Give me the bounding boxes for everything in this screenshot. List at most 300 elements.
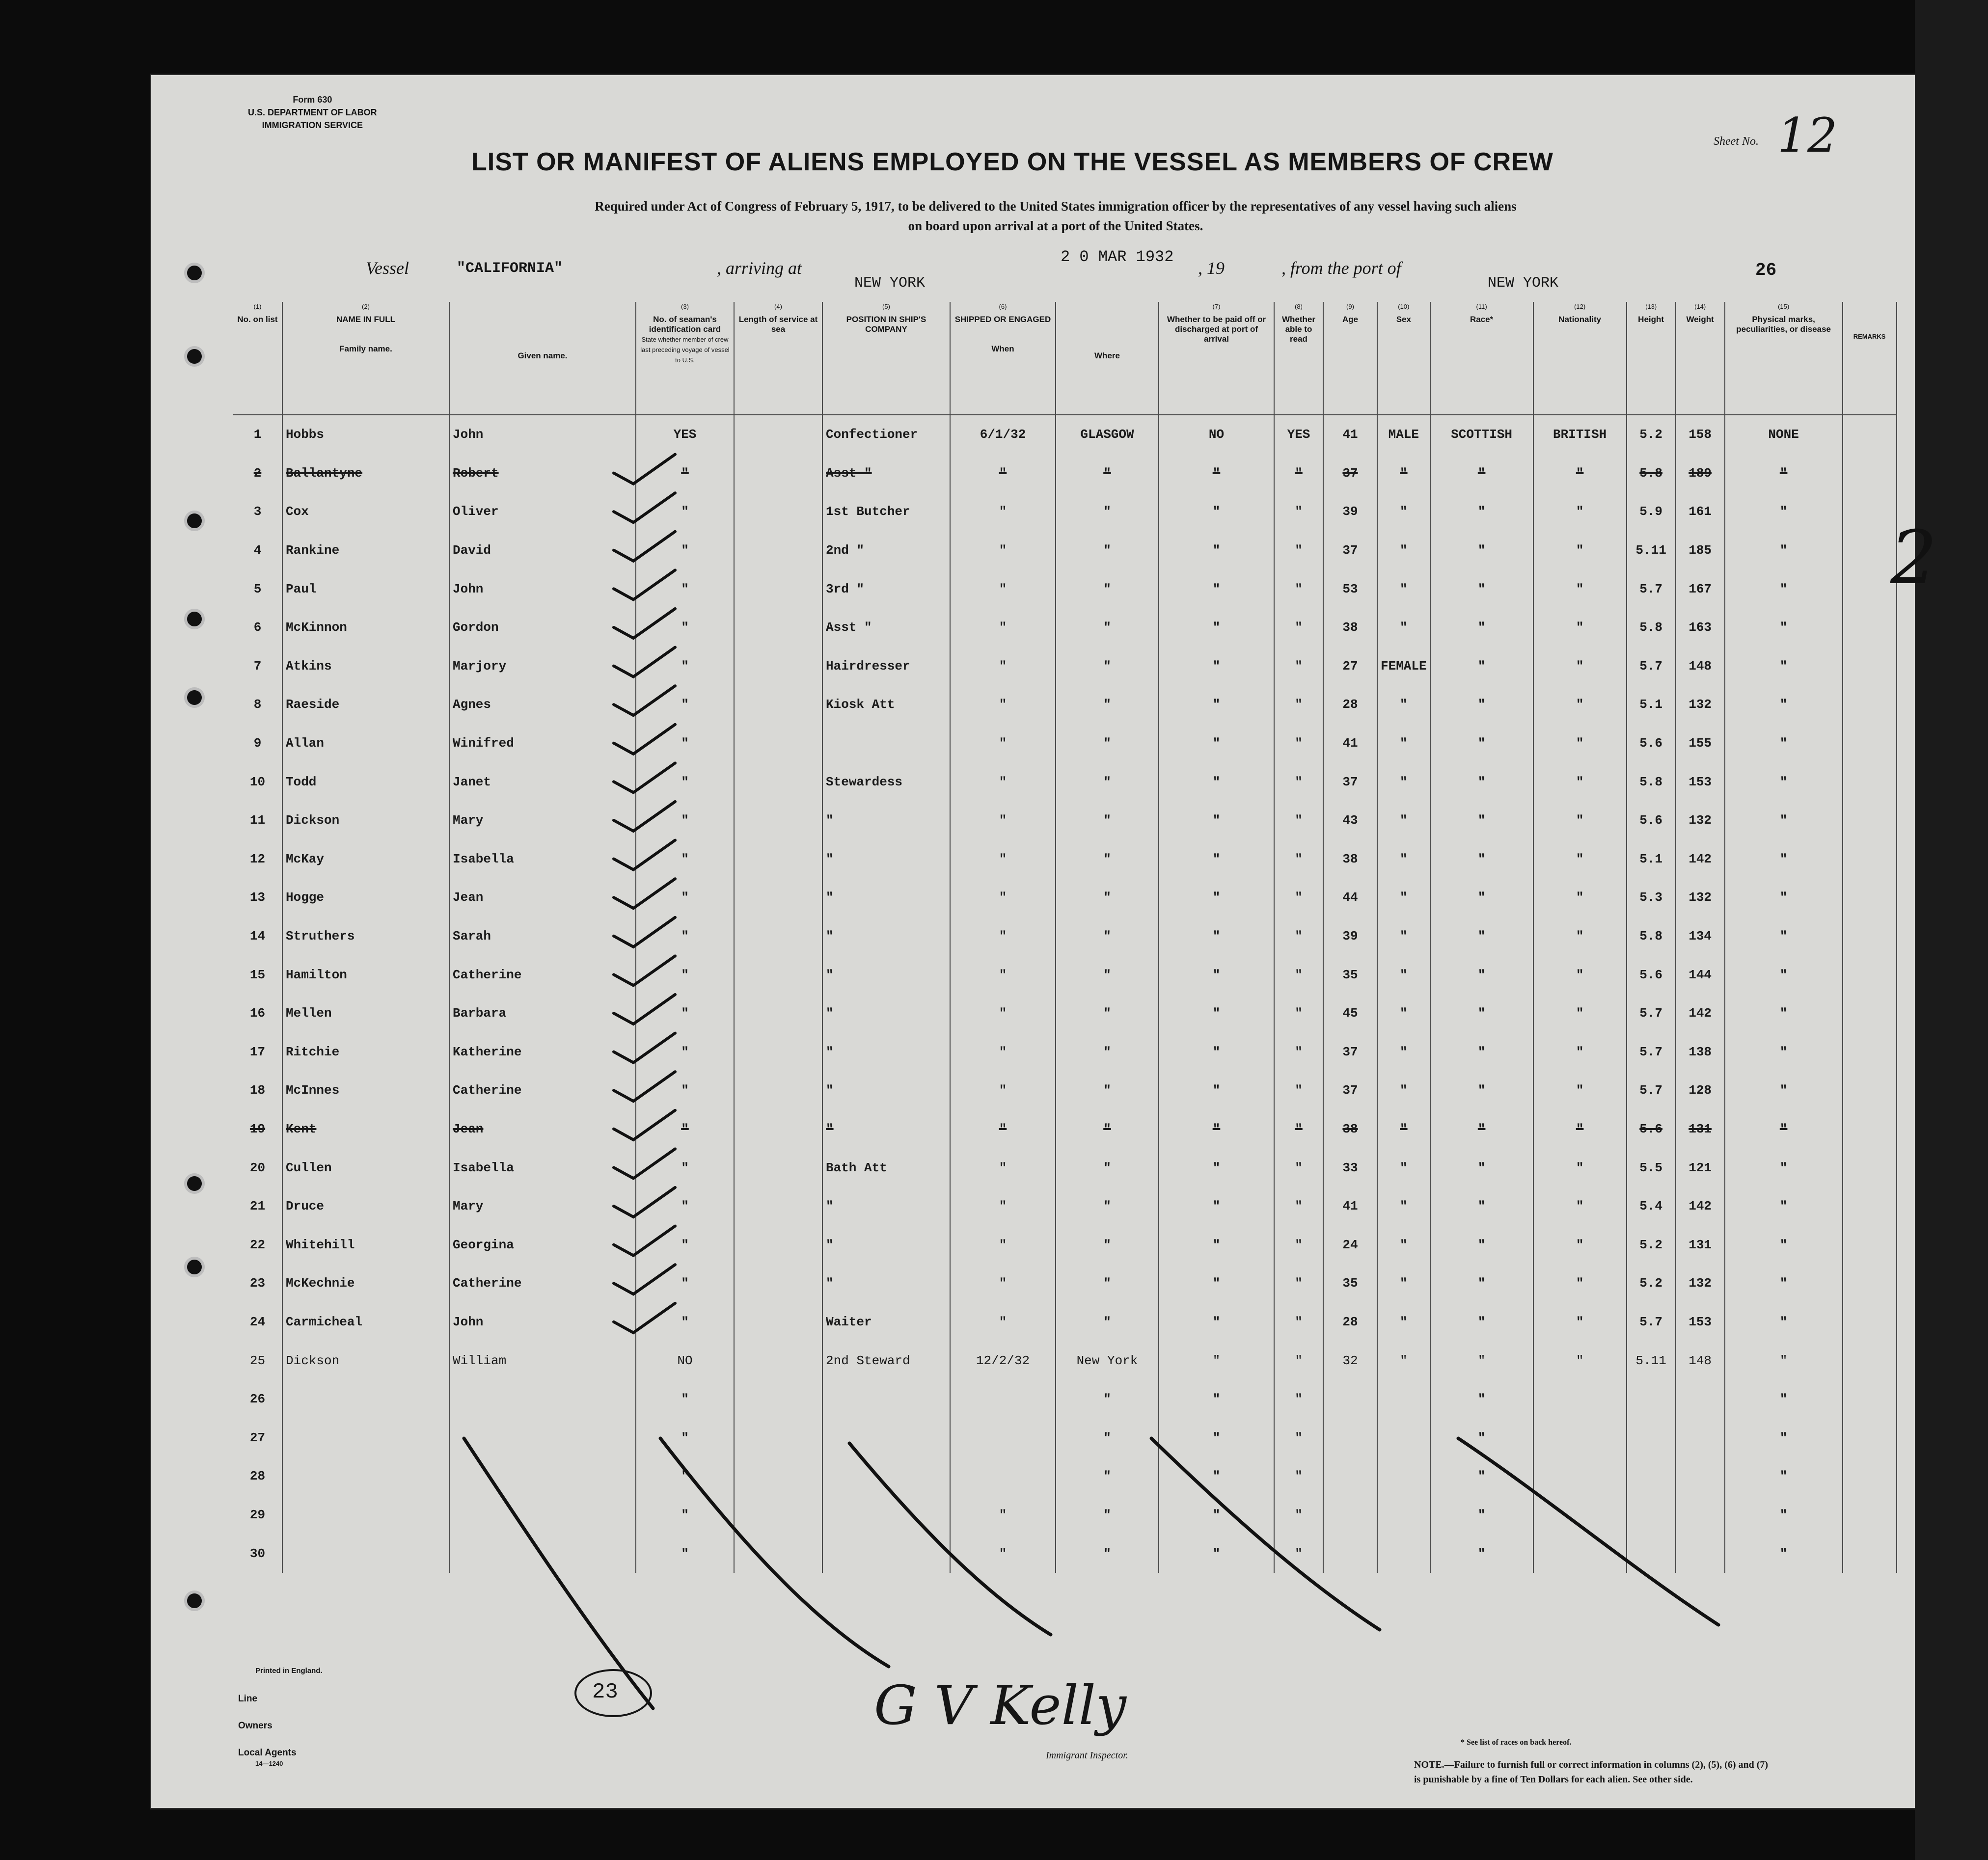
cell-height: 5.3 — [1627, 878, 1676, 917]
cell-weight: 132 — [1676, 685, 1725, 724]
cell-read: " — [1274, 569, 1323, 608]
cell-height: 5.11 — [1627, 531, 1676, 570]
cell-paid: " — [1159, 762, 1274, 801]
cell-given: Marjory — [449, 647, 636, 686]
races-note: * See list of races on back hereof. — [1461, 1738, 1572, 1747]
cell-read: " — [1274, 647, 1323, 686]
cell-race: " — [1430, 801, 1533, 840]
header-paid-off: (7) Whether to be paid off or discharged at port of arrival — [1159, 302, 1274, 415]
cell-given: William — [449, 1341, 636, 1380]
cell-sex: " — [1377, 454, 1430, 493]
cell-family: McKechnie — [282, 1264, 449, 1303]
cell-paid: " — [1159, 1341, 1274, 1380]
cell-family: Hobbs — [282, 415, 449, 454]
cell-card: " — [636, 840, 734, 879]
cell-sex: " — [1377, 762, 1430, 801]
cell-nationality: " — [1533, 1225, 1627, 1264]
cell-where: " — [1056, 1225, 1159, 1264]
cell-sex: " — [1377, 1071, 1430, 1110]
cell-when: " — [950, 801, 1056, 840]
checkmark — [614, 570, 675, 599]
fine-note-line-1: NOTE.—Failure to furnish full or correct information in columns (2), (5), (6) and (7) — [1414, 1759, 1769, 1770]
cell-sex: " — [1377, 685, 1430, 724]
checkmark — [614, 1072, 675, 1101]
cell-card: YES — [636, 415, 734, 454]
cell-marks: " — [1725, 1071, 1843, 1110]
cell-no: 27 — [233, 1418, 282, 1457]
cell-height: 5.11 — [1627, 1341, 1676, 1380]
cell-height: 5.8 — [1627, 762, 1676, 801]
from-port: NEW YORK — [1488, 275, 1559, 292]
header-remarks: REMARKS — [1843, 302, 1897, 415]
checkmark — [614, 763, 675, 792]
cell-weight: 142 — [1676, 840, 1725, 879]
owners-label: Owners — [238, 1721, 272, 1731]
cell-card: " — [636, 531, 734, 570]
cell-age: 41 — [1323, 415, 1377, 454]
cell-age: 35 — [1323, 1264, 1377, 1303]
cell-read: " — [1274, 955, 1323, 994]
cell-age: 37 — [1323, 1033, 1377, 1072]
cell-position: 3rd " — [822, 569, 950, 608]
cell-position: " — [822, 917, 950, 956]
cell-read: " — [1274, 1264, 1323, 1303]
cell-when: " — [950, 955, 1056, 994]
subtitle-line-2: on board upon arrival at a port of the United States. — [908, 218, 1203, 233]
cell-race: " — [1430, 878, 1533, 917]
cell-read: " — [1274, 1110, 1323, 1149]
cell-when: " — [950, 685, 1056, 724]
cell-weight: 121 — [1676, 1148, 1725, 1187]
cell-family: Allan — [282, 724, 449, 763]
cell-marks: " — [1725, 762, 1843, 801]
cell-marks: " — [1725, 492, 1843, 531]
cell-family: Todd — [282, 762, 449, 801]
cell-race: SCOTTISH — [1430, 415, 1533, 454]
cell-sex: FEMALE — [1377, 647, 1430, 686]
cell-read: " — [1274, 454, 1323, 493]
checkmark — [614, 879, 675, 908]
cell-sex: " — [1377, 492, 1430, 531]
cell-position: " — [822, 1187, 950, 1226]
cell-age: 35 — [1323, 955, 1377, 994]
cell-sex: " — [1377, 994, 1430, 1033]
cell-age: 28 — [1323, 685, 1377, 724]
cell-marks: " — [1725, 1534, 1843, 1573]
header-nationality: (12) Nationality — [1533, 302, 1627, 415]
cell-where: " — [1056, 647, 1159, 686]
cell-given: Sarah — [449, 917, 636, 956]
checkmark — [614, 1226, 675, 1256]
cell-read: " — [1274, 1457, 1323, 1496]
cell-read: " — [1274, 840, 1323, 879]
cell-nationality: " — [1533, 1303, 1627, 1342]
cell-sex: " — [1377, 569, 1430, 608]
cell-marks: " — [1725, 801, 1843, 840]
cell-marks: " — [1725, 724, 1843, 763]
cell-race: " — [1430, 531, 1533, 570]
cell-race: " — [1430, 1457, 1533, 1496]
cell-weight: 134 — [1676, 917, 1725, 956]
cell-position: " — [822, 1264, 950, 1303]
cell-where: " — [1056, 1303, 1159, 1342]
cell-family: Atkins — [282, 647, 449, 686]
cell-age: 39 — [1323, 492, 1377, 531]
cell-no: 11 — [233, 801, 282, 840]
cell-read: " — [1274, 801, 1323, 840]
cell-nationality: " — [1533, 878, 1627, 917]
cell-paid: " — [1159, 1110, 1274, 1149]
cell-where: New York — [1056, 1341, 1159, 1380]
margin-number: 2 — [1890, 515, 1937, 601]
cell-when: " — [950, 1303, 1056, 1342]
cell-position: " — [822, 878, 950, 917]
cell-marks: " — [1725, 1457, 1843, 1496]
cell-age: 45 — [1323, 994, 1377, 1033]
checkmark — [614, 725, 675, 754]
cell-nationality: " — [1533, 492, 1627, 531]
cell-sex: " — [1377, 1148, 1430, 1187]
cell-nationality: " — [1533, 1110, 1627, 1149]
cell-given: Katherine — [449, 1033, 636, 1072]
cell-height: 5.7 — [1627, 1071, 1676, 1110]
cell-position: Kiosk Att — [822, 685, 950, 724]
vessel-label: Vessel — [366, 258, 409, 278]
checkmark — [614, 455, 675, 484]
cell-sex: " — [1377, 1225, 1430, 1264]
year-label: , 19 — [1198, 258, 1225, 278]
cell-given: Mary — [449, 1187, 636, 1226]
cell-no: 24 — [233, 1303, 282, 1342]
cell-race: " — [1430, 569, 1533, 608]
cell-race: " — [1430, 454, 1533, 493]
cell-height: 5.2 — [1627, 1264, 1676, 1303]
cell-weight: 158 — [1676, 415, 1725, 454]
cell-marks: " — [1725, 1303, 1843, 1342]
cell-weight: 131 — [1676, 1225, 1725, 1264]
header-age: (9) Age — [1323, 302, 1377, 415]
cell-position: " — [822, 1071, 950, 1110]
cell-marks: " — [1725, 1033, 1843, 1072]
cell-when: " — [950, 878, 1056, 917]
cell-weight: 189 — [1676, 454, 1725, 493]
cell-weight: 163 — [1676, 608, 1725, 647]
cell-marks: " — [1725, 608, 1843, 647]
checkmark — [614, 956, 675, 985]
cell-card: " — [636, 454, 734, 493]
cell-age: 38 — [1323, 1110, 1377, 1149]
cell-nationality: " — [1533, 647, 1627, 686]
cell-given: Gordon — [449, 608, 636, 647]
cell-weight: 138 — [1676, 1033, 1725, 1072]
cell-height: 5.4 — [1627, 1187, 1676, 1226]
cell-no: 19 — [233, 1110, 282, 1149]
cell-race: " — [1430, 1496, 1533, 1535]
checkmark — [614, 1149, 675, 1178]
cell-read: " — [1274, 917, 1323, 956]
cell-family: Cox — [282, 492, 449, 531]
header-height: (13) Height — [1627, 302, 1676, 415]
cell-age: 37 — [1323, 762, 1377, 801]
cell-nationality: " — [1533, 1264, 1627, 1303]
cell-no: 14 — [233, 917, 282, 956]
sheet-label: Sheet No. — [1714, 135, 1759, 148]
cell-given: Agnes — [449, 685, 636, 724]
cell-no: 25 — [233, 1341, 282, 1380]
cell-when: " — [950, 492, 1056, 531]
cell-read: " — [1274, 1341, 1323, 1380]
crew-count: 26 — [1755, 260, 1777, 280]
cell-paid: " — [1159, 454, 1274, 493]
cell-marks: " — [1725, 1187, 1843, 1226]
cell-race: " — [1430, 1534, 1533, 1573]
cell-height: 5.1 — [1627, 840, 1676, 879]
cell-where: " — [1056, 531, 1159, 570]
cell-card: " — [636, 1148, 734, 1187]
cell-weight: 153 — [1676, 1303, 1725, 1342]
cell-nationality: " — [1533, 454, 1627, 493]
cell-card: " — [636, 492, 734, 531]
cell-nationality: " — [1533, 1033, 1627, 1072]
inspector-signature: G V Kelly — [874, 1674, 1127, 1737]
cell-read: " — [1274, 1303, 1323, 1342]
cell-paid: " — [1159, 1303, 1274, 1342]
department: U.S. DEPARTMENT OF LABOR — [248, 108, 377, 117]
cell-card: " — [636, 647, 734, 686]
cell-height: 5.7 — [1627, 569, 1676, 608]
cell-sex: " — [1377, 1264, 1430, 1303]
cell-nationality: " — [1533, 1187, 1627, 1226]
cell-nationality: " — [1533, 955, 1627, 994]
cancel-stroke — [1151, 1438, 1380, 1630]
cell-where: " — [1056, 1264, 1159, 1303]
cell-given: John — [449, 1303, 636, 1342]
arriving-label: , arriving at — [717, 258, 802, 278]
service: IMMIGRATION SERVICE — [262, 120, 363, 130]
cell-given: Oliver — [449, 492, 636, 531]
cell-where: " — [1056, 762, 1159, 801]
cell-card: " — [636, 801, 734, 840]
cell-weight: 142 — [1676, 1187, 1725, 1226]
cell-where: " — [1056, 1148, 1159, 1187]
arriving-port: NEW YORK — [854, 275, 926, 292]
cell-race: " — [1430, 685, 1533, 724]
cell-read: " — [1274, 1418, 1323, 1457]
cell-paid: " — [1159, 531, 1274, 570]
cell-paid: " — [1159, 1457, 1274, 1496]
cell-sex: " — [1377, 955, 1430, 994]
cell-height: 5.5 — [1627, 1148, 1676, 1187]
cell-paid: " — [1159, 1033, 1274, 1072]
cell-when: " — [950, 1225, 1056, 1264]
cell-race: " — [1430, 1110, 1533, 1149]
cell-race: " — [1430, 1071, 1533, 1110]
cell-weight: 155 — [1676, 724, 1725, 763]
cell-height: 5.9 — [1627, 492, 1676, 531]
cell-when: " — [950, 454, 1056, 493]
cell-race: " — [1430, 1148, 1533, 1187]
cell-where: " — [1056, 1418, 1159, 1457]
cell-when: " — [950, 1534, 1056, 1573]
cell-read: " — [1274, 492, 1323, 531]
cell-race: " — [1430, 840, 1533, 879]
cell-weight: 185 — [1676, 531, 1725, 570]
cell-card: " — [636, 1264, 734, 1303]
cell-position: 2nd " — [822, 531, 950, 570]
cell-height: 5.2 — [1627, 1225, 1676, 1264]
cell-nationality: " — [1533, 724, 1627, 763]
cell-marks: " — [1725, 454, 1843, 493]
cell-height: 5.7 — [1627, 647, 1676, 686]
cell-card: " — [636, 1071, 734, 1110]
cell-card: " — [636, 1110, 734, 1149]
cell-no: 16 — [233, 994, 282, 1033]
cell-marks: " — [1725, 531, 1843, 570]
cell-paid: " — [1159, 1496, 1274, 1535]
cell-no: 4 — [233, 531, 282, 570]
cell-no: 23 — [233, 1264, 282, 1303]
checkmark — [614, 1265, 675, 1294]
cell-card: " — [636, 955, 734, 994]
cell-height: 5.6 — [1627, 724, 1676, 763]
checkmark — [614, 917, 675, 947]
fine-note — [1414, 1757, 1768, 1787]
cell-no: 13 — [233, 878, 282, 917]
cell-marks: " — [1725, 1148, 1843, 1187]
cell-weight: 128 — [1676, 1071, 1725, 1110]
cell-given: Georgina — [449, 1225, 636, 1264]
cell-when: " — [950, 762, 1056, 801]
cell-when: " — [950, 917, 1056, 956]
cell-weight: 161 — [1676, 492, 1725, 531]
cell-card: " — [636, 1033, 734, 1072]
cell-when: " — [950, 1264, 1056, 1303]
cell-when: " — [950, 1033, 1056, 1072]
cell-height: 5.7 — [1627, 1033, 1676, 1072]
cell-marks: " — [1725, 994, 1843, 1033]
checkmark — [614, 686, 675, 715]
cell-where: " — [1056, 1071, 1159, 1110]
cell-age: 44 — [1323, 878, 1377, 917]
cell-no: 26 — [233, 1380, 282, 1419]
cell-position: " — [822, 840, 950, 879]
cell-where: " — [1056, 1187, 1159, 1226]
cell-card: " — [636, 1418, 734, 1457]
cell-given: Jean — [449, 1110, 636, 1149]
cell-card: " — [636, 724, 734, 763]
header-weight: (14) Weight — [1676, 302, 1725, 415]
cell-position: 2nd Steward — [822, 1341, 950, 1380]
cell-where: " — [1056, 724, 1159, 763]
cell-position: " — [822, 1110, 950, 1149]
cell-when: " — [950, 647, 1056, 686]
cell-card: " — [636, 1380, 734, 1419]
date-stamp: 2 0 MAR 1932 — [1061, 248, 1174, 266]
local-agents-label: Local Agents — [238, 1748, 297, 1758]
cell-marks: " — [1725, 1380, 1843, 1419]
line-label: Line — [238, 1694, 258, 1704]
cell-sex: " — [1377, 840, 1430, 879]
header-no: (1) No. on list — [233, 302, 282, 415]
cell-when: " — [950, 1110, 1056, 1149]
cell-weight: 142 — [1676, 994, 1725, 1033]
cell-height: 5.8 — [1627, 608, 1676, 647]
cell-given: John — [449, 569, 636, 608]
cell-read: " — [1274, 724, 1323, 763]
cell-weight: 132 — [1676, 1264, 1725, 1303]
header-family-name: (2) NAME IN FULL Family name. — [282, 302, 449, 415]
cell-no: 5 — [233, 569, 282, 608]
cell-no: 9 — [233, 724, 282, 763]
header-physical-marks: (15) Physical marks, peculiarities, or disease — [1725, 302, 1843, 415]
cell-family: Kent — [282, 1110, 449, 1149]
cell-read: " — [1274, 994, 1323, 1033]
cell-family: Whitehill — [282, 1225, 449, 1264]
cell-card: " — [636, 878, 734, 917]
cell-race: " — [1430, 762, 1533, 801]
cell-paid: " — [1159, 801, 1274, 840]
cell-sex: " — [1377, 917, 1430, 956]
cell-nationality: " — [1533, 840, 1627, 879]
cell-no: 1 — [233, 415, 282, 454]
cell-no: 22 — [233, 1225, 282, 1264]
circled-number-text: 23 — [592, 1680, 618, 1704]
header-length-service: (4) Length of service at sea — [734, 302, 822, 415]
cell-when: " — [950, 1496, 1056, 1535]
cell-paid: " — [1159, 647, 1274, 686]
cell-when: 12/2/32 — [950, 1341, 1056, 1380]
cell-given: Robert — [449, 454, 636, 493]
cell-weight: 144 — [1676, 955, 1725, 994]
cell-nationality: " — [1533, 762, 1627, 801]
cell-race: " — [1430, 917, 1533, 956]
cell-weight: 148 — [1676, 1341, 1725, 1380]
cell-when: " — [950, 724, 1056, 763]
cell-race: " — [1430, 492, 1533, 531]
cell-no: 2 — [233, 454, 282, 493]
cell-when: " — [950, 994, 1056, 1033]
cell-race: " — [1430, 1380, 1533, 1419]
cell-marks: " — [1725, 1418, 1843, 1457]
cell-given: Isabella — [449, 840, 636, 879]
cell-nationality: " — [1533, 608, 1627, 647]
cell-no: 7 — [233, 647, 282, 686]
cell-sex: " — [1377, 1110, 1430, 1149]
cell-height: 5.6 — [1627, 801, 1676, 840]
sheet-number: 12 — [1777, 108, 1838, 163]
cell-position: " — [822, 994, 950, 1033]
cell-position: " — [822, 801, 950, 840]
cell-card: " — [636, 1457, 734, 1496]
cell-race: " — [1430, 955, 1533, 994]
header-shipped-when: (6) SHIPPED OR ENGAGED When — [950, 302, 1056, 415]
cell-race: " — [1430, 724, 1533, 763]
cell-paid: " — [1159, 1071, 1274, 1110]
cell-weight: 153 — [1676, 762, 1725, 801]
cell-age: 38 — [1323, 608, 1377, 647]
cell-sex: " — [1377, 531, 1430, 570]
cell-given: Catherine — [449, 955, 636, 994]
cell-position: Bath Att — [822, 1148, 950, 1187]
cell-race: " — [1430, 1033, 1533, 1072]
checkmark — [614, 609, 675, 638]
cell-sex: " — [1377, 1303, 1430, 1342]
cell-paid: " — [1159, 955, 1274, 994]
from-label: , from the port of — [1281, 258, 1401, 278]
cell-nationality: " — [1533, 569, 1627, 608]
cell-card: " — [636, 608, 734, 647]
cell-marks: " — [1725, 955, 1843, 994]
